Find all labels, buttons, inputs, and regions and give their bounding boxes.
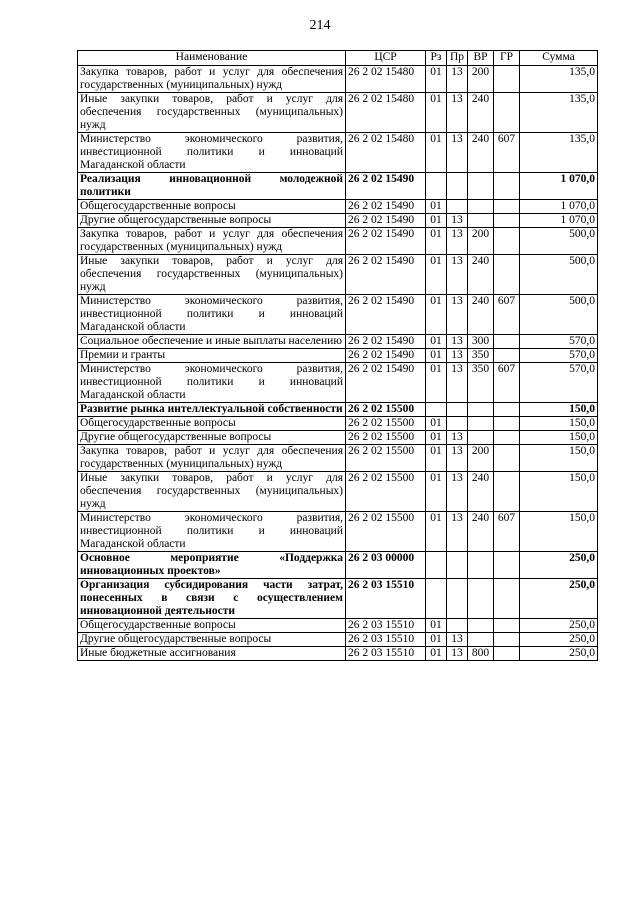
cell-sum: 150,0 bbox=[520, 431, 598, 445]
cell-name: Министерство экономического развития, инвестиционной политики и инноваций Магаданской области bbox=[78, 133, 346, 173]
table-row bbox=[78, 363, 598, 403]
cell-csr: 26 2 02 15490 bbox=[346, 335, 426, 349]
cell-name: Премии и гранты bbox=[78, 349, 346, 363]
cell-rz: 01 bbox=[426, 512, 447, 552]
cell-name: Общегосударственные вопросы bbox=[78, 619, 346, 633]
cell-vr: 300 bbox=[468, 335, 494, 349]
table-row bbox=[78, 133, 598, 173]
table-row bbox=[78, 445, 598, 472]
cell-pr: 13 bbox=[447, 445, 468, 472]
cell-rz: 01 bbox=[426, 633, 447, 647]
cell-sum: 250,0 bbox=[520, 552, 598, 579]
cell-rz: 01 bbox=[426, 619, 447, 633]
table-row bbox=[78, 228, 598, 255]
cell-sum: 250,0 bbox=[520, 579, 598, 619]
cell-sum: 250,0 bbox=[520, 619, 598, 633]
cell-rz: 01 bbox=[426, 295, 447, 335]
cell-pr bbox=[447, 579, 468, 619]
cell-rz: 01 bbox=[426, 255, 447, 295]
cell-name: Закупка товаров, работ и услуг для обеспечения государственных (муниципальных) нужд bbox=[78, 66, 346, 93]
cell-rz: 01 bbox=[426, 200, 447, 214]
cell-name: Иные бюджетные ассигнования bbox=[78, 647, 346, 661]
page-number: 214 bbox=[309, 18, 331, 33]
cell-pr: 13 bbox=[447, 228, 468, 255]
cell-sum: 500,0 bbox=[520, 295, 598, 335]
cell-pr: 13 bbox=[447, 133, 468, 173]
cell-pr bbox=[447, 200, 468, 214]
table-row bbox=[78, 472, 598, 512]
cell-sum: 135,0 bbox=[520, 66, 598, 93]
cell-vr: 350 bbox=[468, 363, 494, 403]
cell-vr bbox=[468, 403, 494, 417]
cell-vr bbox=[468, 619, 494, 633]
cell-csr: 26 2 02 15490 bbox=[346, 200, 426, 214]
cell-name: Иные закупки товаров, работ и услуг для обеспечения государственных (муниципальных) нужд bbox=[78, 472, 346, 512]
header-pr: Пр bbox=[447, 51, 468, 66]
cell-sum: 570,0 bbox=[520, 363, 598, 403]
cell-name: Закупка товаров, работ и услуг для обеспечения государственных (муниципальных) нужд bbox=[78, 228, 346, 255]
cell-gr bbox=[494, 472, 520, 512]
cell-rz: 01 bbox=[426, 66, 447, 93]
cell-name: Министерство экономического развития, инвестиционной политики и инноваций Магаданской области bbox=[78, 295, 346, 335]
cell-pr: 13 bbox=[447, 93, 468, 133]
table-row bbox=[78, 295, 598, 335]
cell-rz bbox=[426, 552, 447, 579]
table-row bbox=[78, 403, 598, 417]
cell-csr: 26 2 02 15480 bbox=[346, 133, 426, 173]
cell-pr: 13 bbox=[447, 295, 468, 335]
cell-name: Министерство экономического развития, инвестиционной политики и инноваций Магаданской области bbox=[78, 512, 346, 552]
cell-gr bbox=[494, 445, 520, 472]
cell-gr: 607 bbox=[494, 295, 520, 335]
cell-sum: 250,0 bbox=[520, 647, 598, 661]
cell-csr: 26 2 02 15490 bbox=[346, 173, 426, 200]
header-csr: ЦСР bbox=[346, 51, 426, 66]
cell-csr: 26 2 03 15510 bbox=[346, 633, 426, 647]
cell-vr: 200 bbox=[468, 228, 494, 255]
cell-csr: 26 2 02 15480 bbox=[346, 93, 426, 133]
cell-vr: 240 bbox=[468, 93, 494, 133]
cell-gr bbox=[494, 417, 520, 431]
table-row bbox=[78, 66, 598, 93]
budget-table bbox=[77, 50, 598, 661]
cell-vr: 240 bbox=[468, 133, 494, 173]
cell-gr bbox=[494, 93, 520, 133]
cell-gr bbox=[494, 647, 520, 661]
cell-pr: 13 bbox=[447, 255, 468, 295]
cell-rz: 01 bbox=[426, 335, 447, 349]
table-row bbox=[78, 349, 598, 363]
cell-csr: 26 2 03 15510 bbox=[346, 619, 426, 633]
cell-vr: 800 bbox=[468, 647, 494, 661]
cell-csr: 26 2 02 15500 bbox=[346, 403, 426, 417]
cell-gr bbox=[494, 349, 520, 363]
cell-csr: 26 2 02 15500 bbox=[346, 417, 426, 431]
cell-sum: 500,0 bbox=[520, 255, 598, 295]
cell-vr bbox=[468, 214, 494, 228]
cell-csr: 26 2 02 15490 bbox=[346, 214, 426, 228]
cell-sum: 1 070,0 bbox=[520, 214, 598, 228]
cell-name: Другие общегосударственные вопросы bbox=[78, 214, 346, 228]
cell-sum: 1 070,0 bbox=[520, 173, 598, 200]
cell-sum: 250,0 bbox=[520, 633, 598, 647]
table-row bbox=[78, 255, 598, 295]
cell-vr bbox=[468, 200, 494, 214]
table-row bbox=[78, 214, 598, 228]
cell-gr bbox=[494, 255, 520, 295]
cell-pr: 13 bbox=[447, 431, 468, 445]
table-row bbox=[78, 552, 598, 579]
cell-gr bbox=[494, 335, 520, 349]
cell-name: Иные закупки товаров, работ и услуг для обеспечения государственных (муниципальных) нужд bbox=[78, 93, 346, 133]
table-row bbox=[78, 200, 598, 214]
cell-name: Другие общегосударственные вопросы bbox=[78, 431, 346, 445]
cell-rz: 01 bbox=[426, 228, 447, 255]
table-row bbox=[78, 633, 598, 647]
cell-rz: 01 bbox=[426, 647, 447, 661]
cell-name: Социальное обеспечение и иные выплаты населению bbox=[78, 335, 346, 349]
cell-pr bbox=[447, 403, 468, 417]
cell-vr: 200 bbox=[468, 66, 494, 93]
cell-sum: 150,0 bbox=[520, 417, 598, 431]
cell-name: Основное мероприятие «Поддержка инновационных проектов» bbox=[78, 552, 346, 579]
cell-pr: 13 bbox=[447, 647, 468, 661]
cell-csr: 26 2 03 15510 bbox=[346, 647, 426, 661]
cell-pr: 13 bbox=[447, 363, 468, 403]
cell-gr: 607 bbox=[494, 133, 520, 173]
cell-name: Закупка товаров, работ и услуг для обеспечения государственных (муниципальных) нужд bbox=[78, 445, 346, 472]
cell-vr: 350 bbox=[468, 349, 494, 363]
table-row bbox=[78, 512, 598, 552]
cell-sum: 570,0 bbox=[520, 349, 598, 363]
cell-pr: 13 bbox=[447, 335, 468, 349]
cell-csr: 26 2 02 15490 bbox=[346, 255, 426, 295]
table-row bbox=[78, 579, 598, 619]
cell-csr: 26 2 02 15490 bbox=[346, 363, 426, 403]
cell-name: Другие общегосударственные вопросы bbox=[78, 633, 346, 647]
cell-rz: 01 bbox=[426, 214, 447, 228]
cell-rz bbox=[426, 173, 447, 200]
cell-pr: 13 bbox=[447, 512, 468, 552]
cell-rz: 01 bbox=[426, 363, 447, 403]
cell-name: Общегосударственные вопросы bbox=[78, 200, 346, 214]
cell-name: Развитие рынка интеллектуальной собственности bbox=[78, 403, 346, 417]
cell-csr: 26 2 02 15500 bbox=[346, 431, 426, 445]
table-row bbox=[78, 417, 598, 431]
cell-rz: 01 bbox=[426, 445, 447, 472]
cell-pr: 13 bbox=[447, 214, 468, 228]
cell-gr bbox=[494, 633, 520, 647]
cell-csr: 26 2 02 15490 bbox=[346, 228, 426, 255]
header-sum: Сумма bbox=[520, 51, 598, 66]
cell-sum: 570,0 bbox=[520, 335, 598, 349]
cell-pr bbox=[447, 417, 468, 431]
cell-vr: 200 bbox=[468, 445, 494, 472]
table-header-row bbox=[78, 51, 598, 66]
cell-sum: 150,0 bbox=[520, 472, 598, 512]
cell-csr: 26 2 02 15480 bbox=[346, 66, 426, 93]
cell-vr: 240 bbox=[468, 472, 494, 512]
cell-vr bbox=[468, 579, 494, 619]
cell-name: Иные закупки товаров, работ и услуг для обеспечения государственных (муниципальных) нужд bbox=[78, 255, 346, 295]
cell-gr bbox=[494, 200, 520, 214]
header-rz: Рз bbox=[426, 51, 447, 66]
cell-sum: 135,0 bbox=[520, 133, 598, 173]
cell-csr: 26 2 03 00000 bbox=[346, 552, 426, 579]
cell-pr bbox=[447, 552, 468, 579]
cell-sum: 135,0 bbox=[520, 93, 598, 133]
cell-gr bbox=[494, 66, 520, 93]
cell-csr: 26 2 02 15490 bbox=[346, 295, 426, 335]
cell-rz: 01 bbox=[426, 417, 447, 431]
table-row bbox=[78, 93, 598, 133]
header-vr: ВР bbox=[468, 51, 494, 66]
cell-pr bbox=[447, 619, 468, 633]
cell-gr: 607 bbox=[494, 512, 520, 552]
cell-csr: 26 2 02 15500 bbox=[346, 445, 426, 472]
cell-vr: 240 bbox=[468, 295, 494, 335]
cell-gr bbox=[494, 431, 520, 445]
cell-rz: 01 bbox=[426, 431, 447, 445]
cell-csr: 26 2 03 15510 bbox=[346, 579, 426, 619]
cell-vr bbox=[468, 173, 494, 200]
cell-gr bbox=[494, 552, 520, 579]
cell-pr: 13 bbox=[447, 66, 468, 93]
cell-rz bbox=[426, 579, 447, 619]
cell-gr bbox=[494, 619, 520, 633]
table-row bbox=[78, 335, 598, 349]
cell-vr: 240 bbox=[468, 512, 494, 552]
cell-sum: 1 070,0 bbox=[520, 200, 598, 214]
cell-sum: 150,0 bbox=[520, 403, 598, 417]
table-row bbox=[78, 647, 598, 661]
cell-csr: 26 2 02 15490 bbox=[346, 349, 426, 363]
cell-vr bbox=[468, 431, 494, 445]
table-row bbox=[78, 619, 598, 633]
cell-pr: 13 bbox=[447, 349, 468, 363]
cell-sum: 150,0 bbox=[520, 445, 598, 472]
cell-rz: 01 bbox=[426, 349, 447, 363]
cell-gr bbox=[494, 579, 520, 619]
cell-pr: 13 bbox=[447, 472, 468, 512]
cell-name: Общегосударственные вопросы bbox=[78, 417, 346, 431]
cell-gr bbox=[494, 214, 520, 228]
table-row bbox=[78, 431, 598, 445]
cell-rz: 01 bbox=[426, 93, 447, 133]
cell-vr bbox=[468, 552, 494, 579]
cell-csr: 26 2 02 15500 bbox=[346, 472, 426, 512]
cell-pr: 13 bbox=[447, 633, 468, 647]
cell-gr bbox=[494, 403, 520, 417]
cell-vr: 240 bbox=[468, 255, 494, 295]
cell-csr: 26 2 02 15500 bbox=[346, 512, 426, 552]
cell-sum: 500,0 bbox=[520, 228, 598, 255]
cell-rz: 01 bbox=[426, 133, 447, 173]
cell-gr bbox=[494, 173, 520, 200]
cell-name: Министерство экономического развития, инвестиционной политики и инноваций Магаданской области bbox=[78, 363, 346, 403]
cell-vr bbox=[468, 417, 494, 431]
cell-gr: 607 bbox=[494, 363, 520, 403]
cell-rz bbox=[426, 403, 447, 417]
cell-name: Реализация инновационной молодежной политики bbox=[78, 173, 346, 200]
cell-pr bbox=[447, 173, 468, 200]
header-name: Наименование bbox=[78, 51, 346, 66]
cell-gr bbox=[494, 228, 520, 255]
table-row bbox=[78, 173, 598, 200]
header-gr: ГР bbox=[494, 51, 520, 66]
cell-sum: 150,0 bbox=[520, 512, 598, 552]
cell-rz: 01 bbox=[426, 472, 447, 512]
cell-name: Организация субсидирования части затрат, понесенных в связи с осуществлением инновационной деятельности bbox=[78, 579, 346, 619]
cell-vr bbox=[468, 633, 494, 647]
